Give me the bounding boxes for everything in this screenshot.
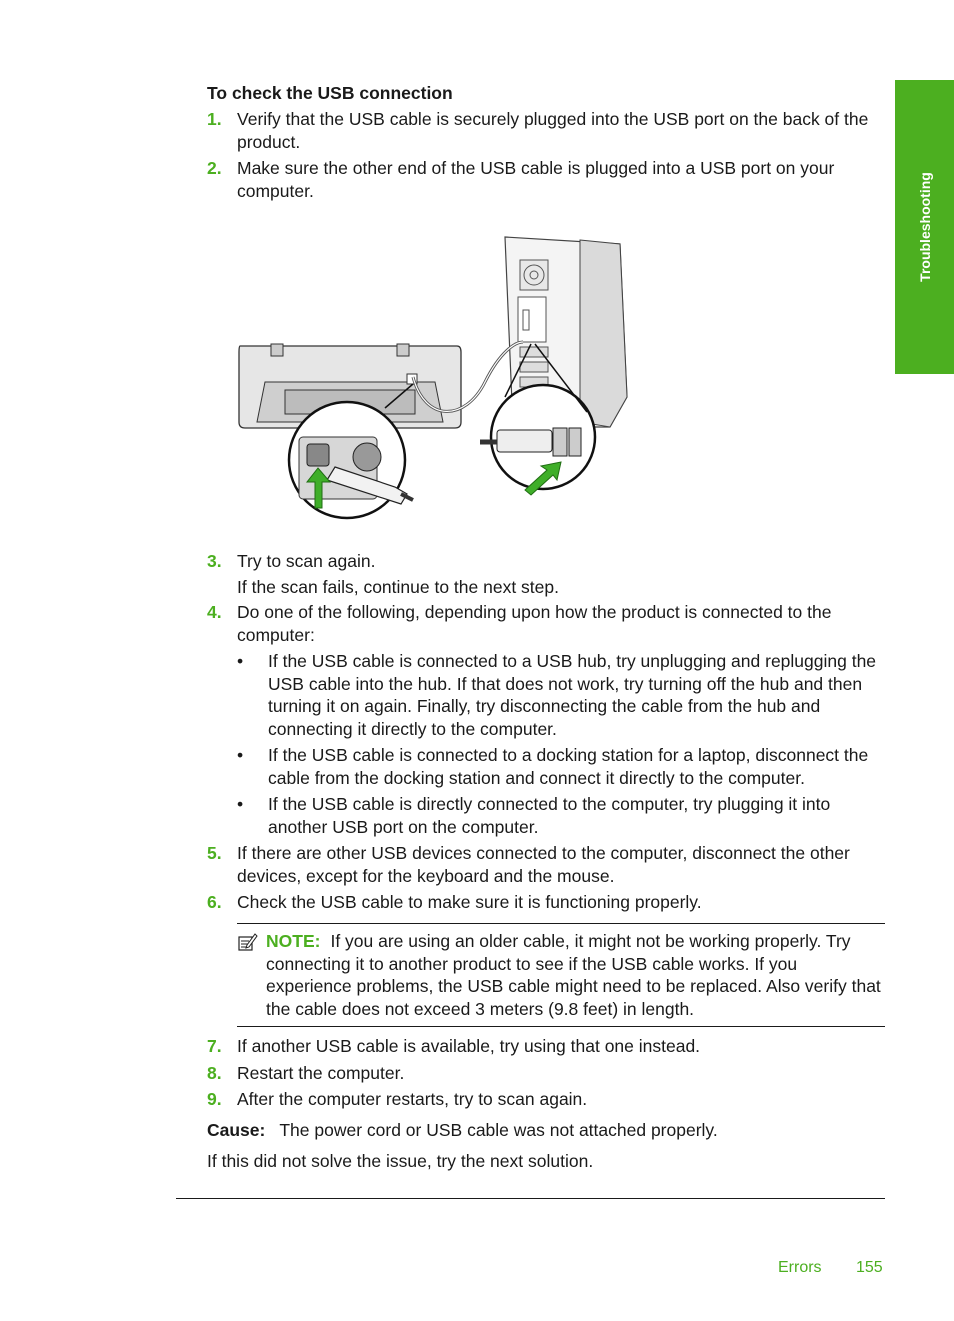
note-bottom-rule xyxy=(237,1026,885,1027)
step-number: 6. xyxy=(207,892,222,912)
note-top-rule xyxy=(237,923,885,924)
step-text: If another USB cable is available, try using that one instead. xyxy=(237,1036,701,1056)
step-number: 1. xyxy=(207,109,222,129)
section-heading: To check the USB connection xyxy=(207,83,453,103)
bullet-marker: • xyxy=(237,794,244,814)
bullet-item xyxy=(237,650,887,740)
bullet-item xyxy=(237,744,887,789)
note-label: NOTE: xyxy=(266,931,321,951)
step-text: Do one of the following, depending upon how the product is connected to the computer: xyxy=(237,602,832,645)
bullet-text: If the USB cable is directly connected to the computer, try plugging it into another USB port on the computer. xyxy=(268,794,831,837)
step-number: 9. xyxy=(207,1089,222,1109)
note-text: If you are using an older cable, it might not be working properly. Try connecting it to another product to see if the USB cable works. If you experience problems, the USB cable might need to be replaced. Also verify that the cable does not exceed 3 meters (9.8 feet) in length. xyxy=(266,931,881,1019)
step-text: If there are other USB devices connected to the computer, disconnect the other devices, except for the keyboard and the mouse. xyxy=(237,843,850,886)
bullet-marker: • xyxy=(237,745,244,765)
computer-port-zoom xyxy=(480,385,595,495)
step-9 xyxy=(207,1088,887,1111)
cause-text: The power cord or USB cable was not attached properly. xyxy=(279,1120,718,1140)
chapter-tab-label: Troubleshooting xyxy=(916,172,933,282)
step-text: Verify that the USB cable is securely plugged into the USB port on the back of the product. xyxy=(237,109,869,152)
step-text: After the computer restarts, try to scan again. xyxy=(237,1089,588,1109)
step-7 xyxy=(207,1035,887,1058)
step-6 xyxy=(207,891,887,914)
step-8 xyxy=(207,1062,887,1085)
bullet-text: If the USB cable is connected to a docking station for a laptop, disconnect the cable from the docking station and connect it directly to the computer. xyxy=(268,745,869,788)
footer-rule xyxy=(176,1198,885,1199)
step-5 xyxy=(207,842,887,887)
step-4 xyxy=(207,601,887,646)
step-1 xyxy=(207,108,887,153)
step-number: 8. xyxy=(207,1063,222,1083)
step-number: 7. xyxy=(207,1036,222,1056)
step-3 xyxy=(207,550,887,598)
step-number: 2. xyxy=(207,158,222,178)
chapter-tab xyxy=(895,80,954,374)
bullet-marker: • xyxy=(237,651,244,671)
cause-label: Cause: xyxy=(207,1120,266,1140)
bullet-item xyxy=(237,793,887,838)
step-text: Check the USB cable to make sure it is functioning properly. xyxy=(237,892,702,912)
step-text: Restart the computer. xyxy=(237,1063,405,1083)
step-text: Make sure the other end of the USB cable is plugged into a USB port on your computer. xyxy=(237,158,835,201)
closing-paragraph: If this did not solve the issue, try the next solution. xyxy=(207,1151,594,1171)
usb-connection-illustration xyxy=(235,232,635,522)
step-number: 5. xyxy=(207,843,222,863)
step-2 xyxy=(207,157,887,202)
note-block xyxy=(266,930,886,1020)
bullet-text: If the USB cable is connected to a USB hub, try unplugging and replugging the USB cable into the hub. If that does not work, try turning off the hub and then turning it on again. Finally, try disconnecting the cable from the hub and connecting it directly to the computer. xyxy=(268,651,877,739)
step-subtext: If the scan fails, continue to the next step. xyxy=(237,576,559,597)
footer-page-number: 155 xyxy=(856,1259,883,1276)
step-number: 4. xyxy=(207,602,222,622)
cause-paragraph xyxy=(207,1119,887,1142)
footer-section: Errors xyxy=(778,1259,822,1276)
note-pencil-icon xyxy=(238,932,258,952)
step-text: Try to scan again. xyxy=(237,551,376,571)
step-number: 3. xyxy=(207,551,222,571)
